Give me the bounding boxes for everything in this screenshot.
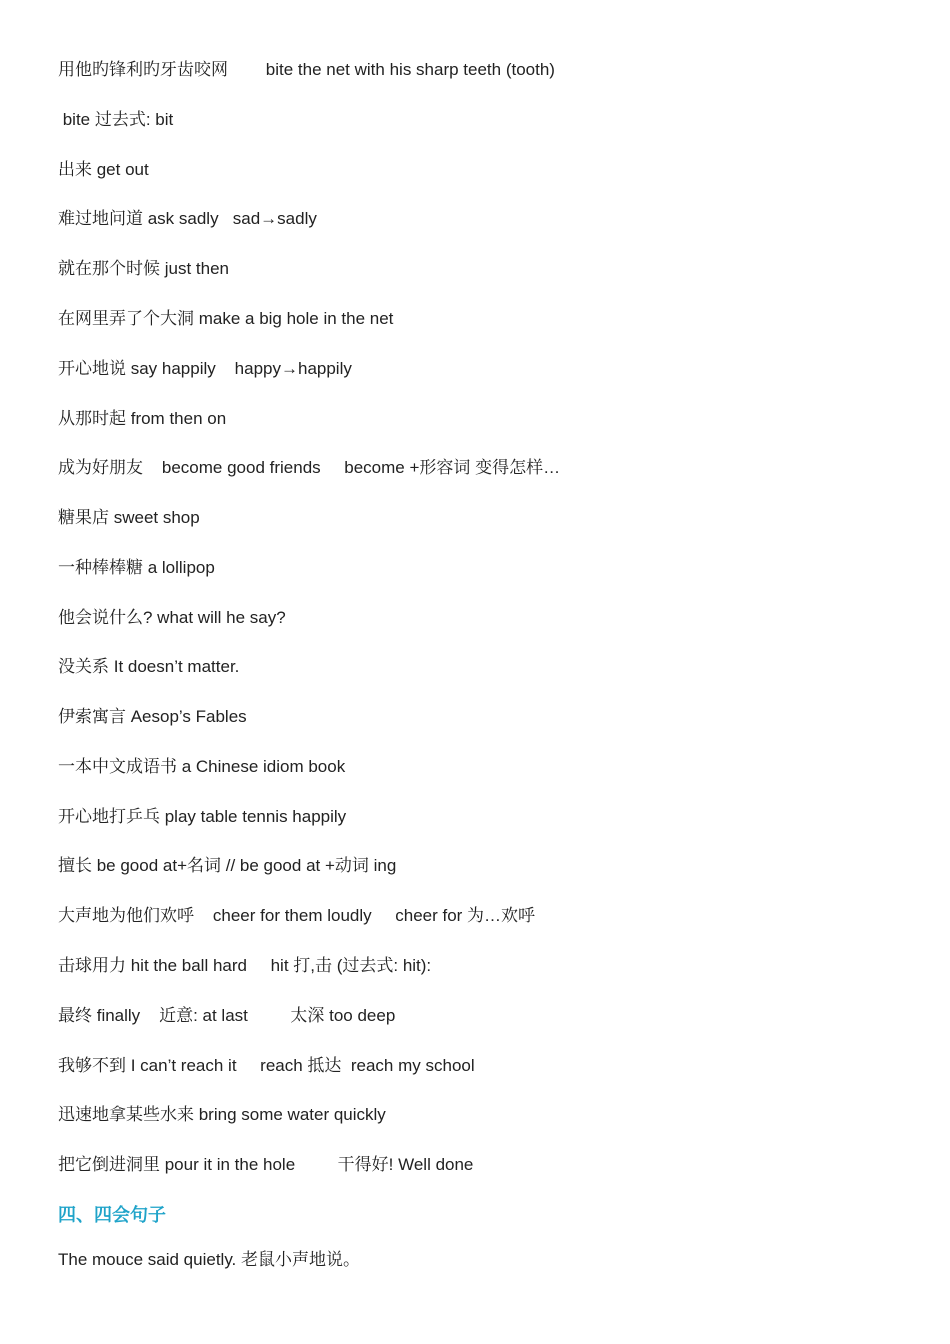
vocab-line: 从那时起 from then on (58, 409, 227, 428)
vocab-line: 擅长 be good at+名词 // be good at +动词 ing (58, 856, 397, 875)
vocab-line: 击球用力 hit the ball hard hit 打,击 (过去式: hit): (58, 956, 432, 975)
vocab-line: 就在那个时候 just then (58, 259, 229, 278)
vocab-line: 成为好朋友 become good friends become +形容词 变得怎样… (58, 458, 561, 477)
vocab-line: 开心地打乒乓 play table tennis happily (58, 807, 347, 826)
vocab-line: 出来 get out (58, 160, 149, 179)
section-heading: 四、四会句子 (58, 1205, 166, 1225)
vocab-line: 把它倒进洞里 pour it in the hole 干得好! Well done (58, 1155, 474, 1174)
vocab-line: 开心地说 say happily happy→happily (58, 359, 352, 378)
vocab-line: 大声地为他们欢呼 cheer for them loudly cheer for 为…欢呼 (58, 906, 536, 925)
vocab-line: 一种棒棒糖 a lollipop (58, 558, 215, 577)
vocab-line: 迅速地拿某些水来 bring some water quickly (58, 1105, 386, 1124)
vocab-line: 我够不到 I can’t reach it reach 抵达 reach my school (58, 1056, 475, 1075)
example-sentence: The mouce said quietly. 老鼠小声地说。 (58, 1250, 360, 1269)
vocab-line: 一本中文成语书 a Chinese idiom book (58, 757, 346, 776)
vocab-line: 用他旳锋利旳牙齿咬网 bite the net with his sharp teeth (tooth) (58, 60, 555, 79)
vocab-line: 在网里弄了个大洞 make a big hole in the net (58, 309, 394, 328)
vocab-line: 伊索寓言 Aesop’s Fables (58, 707, 247, 726)
vocab-line: bite 过去式: bit (58, 110, 174, 129)
vocab-line: 糖果店 sweet shop (58, 508, 200, 527)
vocab-line: 难过地问道 ask sadly sad→sadly (58, 209, 317, 228)
vocab-line: 没关系 It doesn’t matter. (58, 657, 240, 676)
vocab-line: 他会说什么? what will he say? (58, 608, 286, 627)
vocab-line: 最终 finally 近意: at last 太深 too deep (58, 1006, 396, 1025)
